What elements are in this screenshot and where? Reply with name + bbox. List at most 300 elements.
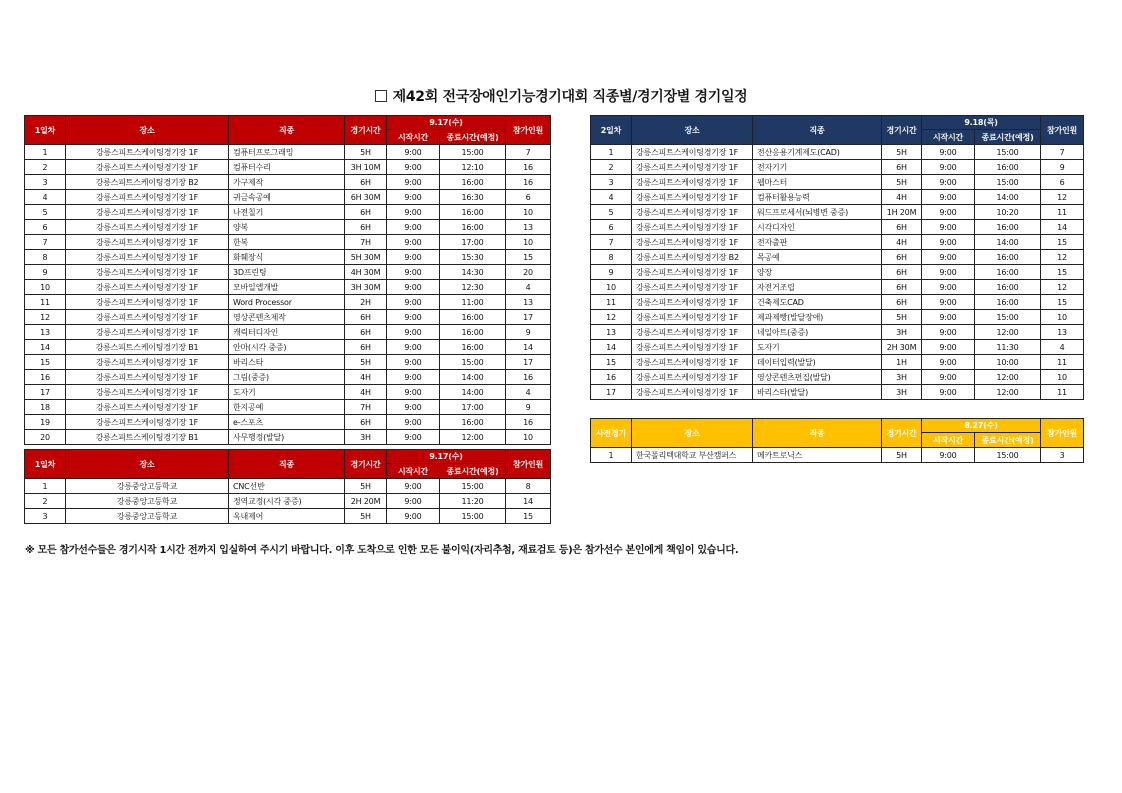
day1-schedule-table xyxy=(24,115,551,445)
row-number: 3 xyxy=(591,175,632,190)
row-number: 3 xyxy=(25,175,66,190)
start-time-cell: 9:00 xyxy=(387,280,440,295)
row-number: 1 xyxy=(25,479,66,494)
table-row xyxy=(591,355,1084,370)
venue-cell: 강릉스피트스케이팅경기장 1F xyxy=(66,400,229,415)
start-time-cell: 9:00 xyxy=(922,205,975,220)
end-time-cell: 17:00 xyxy=(440,235,506,250)
start-time-cell: 9:00 xyxy=(922,385,975,400)
row-number: 9 xyxy=(591,265,632,280)
end-time-cell: 15:00 xyxy=(440,145,506,160)
table-row xyxy=(25,340,551,355)
table-row xyxy=(591,448,1084,463)
end-time-cell: 11:20 xyxy=(440,494,506,509)
trade-cell: 전자출판 xyxy=(753,235,882,250)
venue-cell: 강릉스피트스케이팅경기장 1F xyxy=(66,295,229,310)
duration-cell: 6H 30M xyxy=(345,190,387,205)
row-number: 11 xyxy=(591,295,632,310)
duration-cell: 3H 30M xyxy=(345,280,387,295)
participants-cell: 9 xyxy=(506,400,551,415)
start-time-cell: 9:00 xyxy=(922,325,975,340)
end-time-cell: 15:00 xyxy=(975,448,1041,463)
trade-cell: 목공예 xyxy=(753,250,882,265)
row-number: 14 xyxy=(591,340,632,355)
page-title xyxy=(0,86,1122,106)
trade-cell: 한지공예 xyxy=(229,400,345,415)
venue-cell: 강릉스피트스케이팅경기장 1F xyxy=(66,235,229,250)
venue-cell: 강릉스피트스케이팅경기장 1F xyxy=(66,325,229,340)
end-time-cell: 12:10 xyxy=(440,160,506,175)
participants-header: 참가인원 xyxy=(1041,419,1084,448)
trade-cell: 네일아트(중증) xyxy=(753,325,882,340)
row-number: 2 xyxy=(591,160,632,175)
end-time-cell: 16:00 xyxy=(975,250,1041,265)
start-time-cell: 9:00 xyxy=(387,235,440,250)
end-time-cell: 12:00 xyxy=(440,430,506,445)
start-time-cell: 9:00 xyxy=(922,355,975,370)
row-number: 8 xyxy=(25,250,66,265)
start-time-cell: 9:00 xyxy=(387,509,440,524)
end-time-cell: 16:00 xyxy=(975,265,1041,280)
trade-cell: 웹마스터 xyxy=(753,175,882,190)
end-time-cell: 10:00 xyxy=(975,355,1041,370)
table-row xyxy=(25,310,551,325)
end-time-cell: 14:00 xyxy=(440,370,506,385)
participants-cell: 4 xyxy=(506,385,551,400)
start-header: 시작시간 xyxy=(387,464,440,479)
start-time-cell: 9:00 xyxy=(387,250,440,265)
venue-cell: 강릉스피트스케이팅경기장 1F xyxy=(632,220,753,235)
duration-cell: 6H xyxy=(882,250,922,265)
duration-cell: 3H xyxy=(345,430,387,445)
row-number: 9 xyxy=(25,265,66,280)
duration-cell: 5H xyxy=(345,509,387,524)
table-row xyxy=(591,160,1084,175)
table-row xyxy=(25,235,551,250)
venue-cell: 강릉스피트스케이팅경기장 1F xyxy=(632,280,753,295)
duration-header: 경기시간 xyxy=(345,450,387,479)
start-time-cell: 9:00 xyxy=(387,160,440,175)
end-time-cell: 15:30 xyxy=(440,250,506,265)
end-time-cell: 16:30 xyxy=(440,190,506,205)
participants-cell: 16 xyxy=(506,160,551,175)
trade-cell: 한복 xyxy=(229,235,345,250)
duration-cell: 3H xyxy=(882,325,922,340)
trade-cell: 영상콘텐츠편집(발달) xyxy=(753,370,882,385)
duration-header: 경기시간 xyxy=(882,419,922,448)
row-number: 17 xyxy=(25,385,66,400)
table-row xyxy=(25,220,551,235)
participants-cell: 12 xyxy=(1041,190,1084,205)
trade-cell: 안마(시각 중증) xyxy=(229,340,345,355)
table-row xyxy=(591,190,1084,205)
venue-cell: 강릉스피트스케이팅경기장 1F xyxy=(66,370,229,385)
start-time-cell: 9:00 xyxy=(922,235,975,250)
trade-cell: 시각디자인 xyxy=(753,220,882,235)
row-number: 3 xyxy=(25,509,66,524)
trade-cell: 정역교정(시각 중증) xyxy=(229,494,345,509)
trade-cell: 컴퓨터활용능력 xyxy=(753,190,882,205)
venue-header: 장소 xyxy=(632,116,753,145)
end-time-cell: 16:00 xyxy=(975,220,1041,235)
start-time-cell: 9:00 xyxy=(387,265,440,280)
end-time-cell: 14:00 xyxy=(975,235,1041,250)
end-time-cell: 16:00 xyxy=(440,415,506,430)
duration-header: 경기시간 xyxy=(345,116,387,145)
participants-cell: 20 xyxy=(506,265,551,280)
row-number: 18 xyxy=(25,400,66,415)
row-number: 8 xyxy=(591,250,632,265)
venue-cell: 강릉스피트스케이팅경기장 1F xyxy=(632,370,753,385)
trade-cell: 워드프로세서(뇌병변 중증) xyxy=(753,205,882,220)
start-time-cell: 9:00 xyxy=(387,400,440,415)
venue-cell: 강릉스피트스케이팅경기장 B2 xyxy=(66,175,229,190)
participants-cell: 9 xyxy=(1041,160,1084,175)
start-time-cell: 9:00 xyxy=(387,355,440,370)
participants-cell: 10 xyxy=(506,235,551,250)
row-number: 10 xyxy=(25,280,66,295)
venue-cell: 강릉스피트스케이팅경기장 1F xyxy=(66,415,229,430)
date-header: 9.18(목) xyxy=(922,116,1041,130)
row-number: 16 xyxy=(591,370,632,385)
participants-cell: 15 xyxy=(506,509,551,524)
checkbox-icon xyxy=(375,90,387,102)
trade-header: 직종 xyxy=(229,450,345,479)
date-header: 9.17(수) xyxy=(387,450,506,464)
trade-cell: 화훼장식 xyxy=(229,250,345,265)
participants-cell: 16 xyxy=(506,175,551,190)
venue-cell: 강릉스피트스케이팅경기장 1F xyxy=(632,175,753,190)
end-time-cell: 15:00 xyxy=(975,145,1041,160)
row-number: 1 xyxy=(25,145,66,160)
trade-cell: 컴퓨터수리 xyxy=(229,160,345,175)
pre-event-schedule-table xyxy=(590,418,1084,463)
duration-cell: 5H xyxy=(345,145,387,160)
venue-cell: 강릉스피트스케이팅경기장 1F xyxy=(632,385,753,400)
trade-cell: 전산응용기계제도(CAD) xyxy=(753,145,882,160)
end-time-cell: 14:00 xyxy=(440,385,506,400)
table-row xyxy=(25,175,551,190)
start-time-cell: 9:00 xyxy=(922,145,975,160)
trade-cell: 메카트로닉스 xyxy=(753,448,882,463)
venue-cell: 강릉스피트스케이팅경기장 1F xyxy=(66,190,229,205)
duration-cell: 5H 30M xyxy=(345,250,387,265)
end-time-cell: 11:30 xyxy=(975,340,1041,355)
venue-cell: 한국폴리텍대학교 부산캠퍼스 xyxy=(632,448,753,463)
venue-cell: 강릉스피트스케이팅경기장 1F xyxy=(66,145,229,160)
duration-cell: 6H xyxy=(345,415,387,430)
duration-cell: 1H 20M xyxy=(882,205,922,220)
start-header: 시작시간 xyxy=(922,130,975,145)
table-row xyxy=(591,385,1084,400)
start-time-cell: 9:00 xyxy=(922,310,975,325)
row-number: 7 xyxy=(591,235,632,250)
duration-cell: 4H 30M xyxy=(345,265,387,280)
row-number: 1 xyxy=(591,448,632,463)
duration-cell: 4H xyxy=(882,235,922,250)
table-row xyxy=(591,310,1084,325)
start-time-cell: 9:00 xyxy=(922,220,975,235)
duration-cell: 6H xyxy=(882,295,922,310)
row-number: 15 xyxy=(591,355,632,370)
venue-cell: 강릉스피트스케이팅경기장 1F xyxy=(66,205,229,220)
participants-cell: 14 xyxy=(1041,220,1084,235)
trade-cell: 도자기 xyxy=(753,340,882,355)
duration-cell: 6H xyxy=(345,205,387,220)
end-header: 종료시간(예정) xyxy=(440,130,506,145)
end-time-cell: 14:00 xyxy=(975,190,1041,205)
trade-cell: 사무행정(발달) xyxy=(229,430,345,445)
table-row xyxy=(25,385,551,400)
participants-cell: 16 xyxy=(506,415,551,430)
table-row xyxy=(591,235,1084,250)
start-time-cell: 9:00 xyxy=(387,145,440,160)
duration-cell: 2H xyxy=(345,295,387,310)
duration-cell: 5H xyxy=(345,479,387,494)
end-time-cell: 12:30 xyxy=(440,280,506,295)
start-time-cell: 9:00 xyxy=(387,494,440,509)
table-row xyxy=(591,265,1084,280)
venue-cell: 강릉스피트스케이팅경기장 1F xyxy=(66,355,229,370)
duration-cell: 6H xyxy=(882,160,922,175)
trade-cell: 그림(중증) xyxy=(229,370,345,385)
end-time-cell: 12:00 xyxy=(975,325,1041,340)
venue-cell: 강릉스피트스케이팅경기장 1F xyxy=(66,280,229,295)
table-row xyxy=(25,145,551,160)
end-time-cell: 15:00 xyxy=(975,175,1041,190)
trade-cell: 자전거조립 xyxy=(753,280,882,295)
table-row xyxy=(25,479,551,494)
venue-cell: 강릉스피트스케이팅경기장 1F xyxy=(632,205,753,220)
venue-cell: 강릉스피트스케이팅경기장 1F xyxy=(66,220,229,235)
duration-cell: 6H xyxy=(882,220,922,235)
end-time-cell: 16:00 xyxy=(440,340,506,355)
row-number: 5 xyxy=(25,205,66,220)
participants-cell: 6 xyxy=(506,190,551,205)
venue-cell: 강릉스피트스케이팅경기장 B1 xyxy=(66,340,229,355)
duration-cell: 6H xyxy=(345,175,387,190)
row-number: 12 xyxy=(591,310,632,325)
row-number: 4 xyxy=(25,190,66,205)
row-number: 10 xyxy=(591,280,632,295)
table-row xyxy=(25,400,551,415)
end-time-cell: 15:00 xyxy=(975,310,1041,325)
participants-header: 참가인원 xyxy=(506,450,551,479)
row-number: 5 xyxy=(591,205,632,220)
trade-cell: 제과제빵(발달장애) xyxy=(753,310,882,325)
start-time-cell: 9:00 xyxy=(387,310,440,325)
trade-cell: CNC선반 xyxy=(229,479,345,494)
start-time-cell: 9:00 xyxy=(387,385,440,400)
trade-cell: 컴퓨터프로그래밍 xyxy=(229,145,345,160)
venue-header: 장소 xyxy=(632,419,753,448)
venue-cell: 강릉스피트스케이팅경기장 1F xyxy=(66,250,229,265)
trade-cell: 가구제작 xyxy=(229,175,345,190)
duration-cell: 4H xyxy=(345,385,387,400)
row-number: 4 xyxy=(591,190,632,205)
table-row xyxy=(591,325,1084,340)
end-time-cell: 16:00 xyxy=(440,205,506,220)
venue-cell: 강릉스피트스케이팅경기장 1F xyxy=(632,340,753,355)
table-row xyxy=(591,340,1084,355)
duration-cell: 2H 30M xyxy=(882,340,922,355)
end-time-cell: 16:00 xyxy=(440,325,506,340)
venue-cell: 강릉스피트스케이팅경기장 1F xyxy=(66,160,229,175)
table-row xyxy=(591,250,1084,265)
start-time-cell: 9:00 xyxy=(387,370,440,385)
participants-cell: 4 xyxy=(506,280,551,295)
trade-cell: 귀금속공예 xyxy=(229,190,345,205)
start-time-cell: 9:00 xyxy=(387,220,440,235)
start-time-cell: 9:00 xyxy=(922,448,975,463)
table-row xyxy=(25,205,551,220)
end-header: 종료시간(예정) xyxy=(975,433,1041,448)
participants-cell: 14 xyxy=(506,340,551,355)
participants-cell: 17 xyxy=(506,355,551,370)
participants-cell: 10 xyxy=(1041,310,1084,325)
participants-cell: 12 xyxy=(1041,280,1084,295)
end-time-cell: 16:00 xyxy=(975,280,1041,295)
participants-cell: 10 xyxy=(1041,370,1084,385)
row-number: 17 xyxy=(591,385,632,400)
end-time-cell: 16:00 xyxy=(975,295,1041,310)
date-header: 9.17(수) xyxy=(387,116,506,130)
start-time-cell: 9:00 xyxy=(387,325,440,340)
table-row xyxy=(25,250,551,265)
end-time-cell: 15:00 xyxy=(440,479,506,494)
duration-cell: 7H xyxy=(345,400,387,415)
participants-cell: 3 xyxy=(1041,448,1084,463)
date-header: 8.27(수) xyxy=(922,419,1041,433)
trade-header: 직종 xyxy=(753,116,882,145)
duration-cell: 6H xyxy=(345,220,387,235)
row-number: 11 xyxy=(25,295,66,310)
trade-cell: 바리스타(발달) xyxy=(753,385,882,400)
trade-cell: 3D프린팅 xyxy=(229,265,345,280)
venue-cell: 강릉스피트스케이팅경기장 B2 xyxy=(632,250,753,265)
participants-cell: 6 xyxy=(1041,175,1084,190)
venue-cell: 강릉스피트스케이팅경기장 1F xyxy=(632,355,753,370)
start-time-cell: 9:00 xyxy=(922,265,975,280)
end-time-cell: 15:00 xyxy=(440,355,506,370)
trade-cell: 캐릭터디자인 xyxy=(229,325,345,340)
start-time-cell: 9:00 xyxy=(922,250,975,265)
row-number: 19 xyxy=(25,415,66,430)
start-time-cell: 9:00 xyxy=(922,370,975,385)
participants-cell: 15 xyxy=(1041,265,1084,280)
trade-cell: 영상콘텐츠제작 xyxy=(229,310,345,325)
table-row xyxy=(25,494,551,509)
row-number: 6 xyxy=(591,220,632,235)
day-label: 1일차 xyxy=(25,116,66,145)
row-number: 14 xyxy=(25,340,66,355)
end-time-cell: 16:00 xyxy=(440,220,506,235)
venue-cell: 강릉스피트스케이팅경기장 1F xyxy=(632,295,753,310)
start-time-cell: 9:00 xyxy=(387,479,440,494)
trade-cell: 바리스타 xyxy=(229,355,345,370)
duration-cell: 6H xyxy=(882,265,922,280)
start-time-cell: 9:00 xyxy=(922,190,975,205)
end-time-cell: 15:00 xyxy=(440,509,506,524)
participants-cell: 7 xyxy=(506,145,551,160)
duration-cell: 6H xyxy=(345,325,387,340)
start-time-cell: 9:00 xyxy=(922,160,975,175)
start-time-cell: 9:00 xyxy=(387,430,440,445)
day-label: 2일차 xyxy=(591,116,632,145)
row-number: 2 xyxy=(25,160,66,175)
duration-cell: 5H xyxy=(882,175,922,190)
venue-cell: 강릉중앙고등학교 xyxy=(66,494,229,509)
participants-cell: 11 xyxy=(1041,385,1084,400)
participants-cell: 13 xyxy=(1041,325,1084,340)
participants-cell: 4 xyxy=(1041,340,1084,355)
duration-header: 경기시간 xyxy=(882,116,922,145)
participants-cell: 13 xyxy=(506,295,551,310)
duration-cell: 4H xyxy=(345,370,387,385)
venue-cell: 강릉중앙고등학교 xyxy=(66,479,229,494)
end-header: 종료시간(예정) xyxy=(440,464,506,479)
trade-cell: 데이터입력(발달) xyxy=(753,355,882,370)
trade-cell: e-스포츠 xyxy=(229,415,345,430)
end-time-cell: 16:00 xyxy=(440,175,506,190)
participants-header: 참가인원 xyxy=(1041,116,1084,145)
table-row xyxy=(25,415,551,430)
participants-cell: 15 xyxy=(1041,235,1084,250)
end-time-cell: 17:00 xyxy=(440,400,506,415)
start-time-cell: 9:00 xyxy=(387,175,440,190)
end-time-cell: 16:00 xyxy=(975,160,1041,175)
duration-cell: 6H xyxy=(345,340,387,355)
trade-cell: Word Processor xyxy=(229,295,345,310)
start-time-cell: 9:00 xyxy=(387,295,440,310)
trade-header: 직종 xyxy=(753,419,882,448)
row-number: 1 xyxy=(591,145,632,160)
table-row xyxy=(25,295,551,310)
duration-cell: 6H xyxy=(345,310,387,325)
duration-cell: 6H xyxy=(882,280,922,295)
participants-header: 참가인원 xyxy=(506,116,551,145)
trade-cell: 도자기 xyxy=(229,385,345,400)
participants-cell: 14 xyxy=(506,494,551,509)
participants-cell: 16 xyxy=(506,370,551,385)
venue-cell: 강릉스피트스케이팅경기장 1F xyxy=(632,160,753,175)
participants-cell: 11 xyxy=(1041,205,1084,220)
row-number: 13 xyxy=(591,325,632,340)
duration-cell: 5H xyxy=(882,145,922,160)
venue-cell: 강릉스피트스케이팅경기장 1F xyxy=(632,325,753,340)
start-header: 시작시간 xyxy=(922,433,975,448)
duration-cell: 7H xyxy=(345,235,387,250)
table-row xyxy=(591,280,1084,295)
trade-cell: 모바일앱개발 xyxy=(229,280,345,295)
day-label: 1일차 xyxy=(25,450,66,479)
start-time-cell: 9:00 xyxy=(387,340,440,355)
trade-cell: 옥내제어 xyxy=(229,509,345,524)
start-header: 시작시간 xyxy=(387,130,440,145)
duration-cell: 2H 20M xyxy=(345,494,387,509)
table-row xyxy=(591,295,1084,310)
participants-cell: 9 xyxy=(506,325,551,340)
start-time-cell: 9:00 xyxy=(922,280,975,295)
participants-cell: 17 xyxy=(506,310,551,325)
table-row xyxy=(591,145,1084,160)
duration-cell: 1H xyxy=(882,355,922,370)
day-label: 사전경기 xyxy=(591,419,632,448)
start-time-cell: 9:00 xyxy=(922,295,975,310)
trade-cell: 양복 xyxy=(229,220,345,235)
table-row xyxy=(25,280,551,295)
end-time-cell: 12:00 xyxy=(975,370,1041,385)
